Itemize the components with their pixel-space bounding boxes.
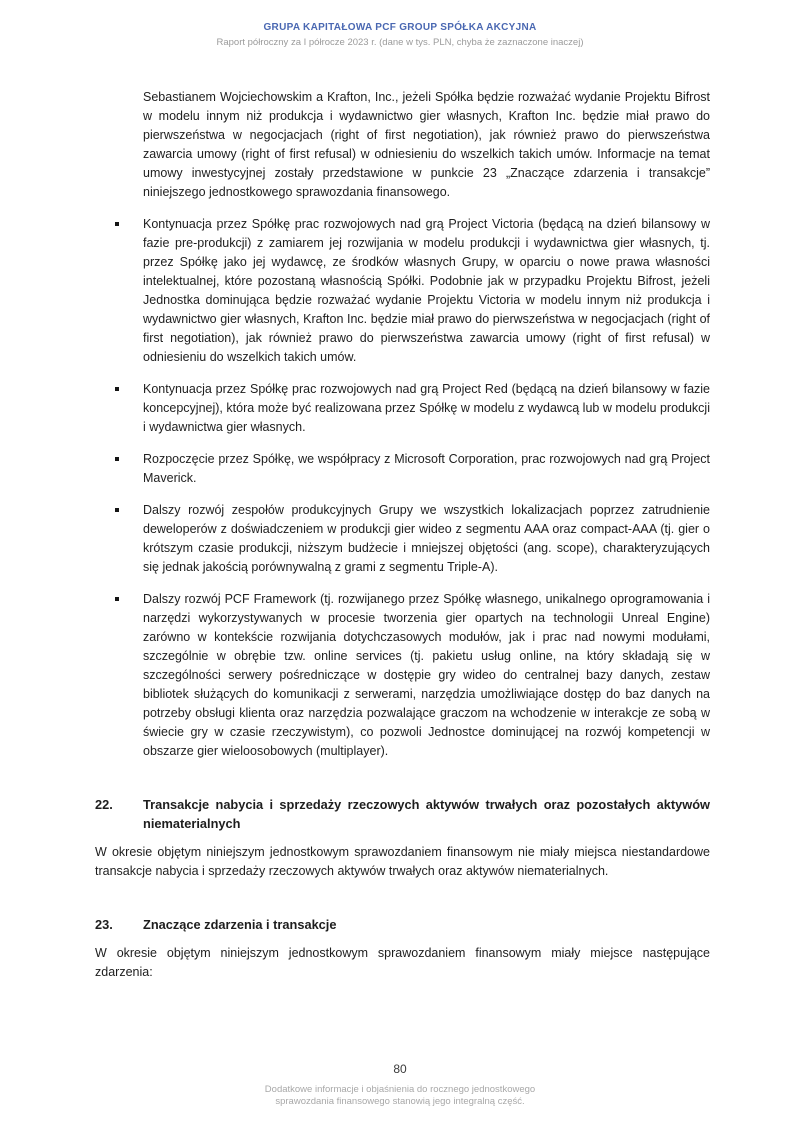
- page-header: [0, 0, 800, 48]
- footer-note-line: sprawozdania finansowego stanowią jego integralną część.: [275, 1095, 525, 1107]
- footer-note: [0, 1084, 800, 1107]
- bullet-square-icon: [115, 597, 119, 601]
- bullet-text: Dalszy rozwój zespołów produkcyjnych Grupy we wszystkich lokalizacjach poprzez zatrudnienie deweloperów z doświadczeniem w produkcji gier wideo z segmentu AAA oraz compact-AAA (tj. gier o krótszym czasie produkcji, niższym budżecie i mniejszej objętości (ang. scope), charakteryzujących się jednak jakością porównywalną z grami z segmentu Triple-A).: [143, 503, 710, 574]
- section-number: 23.: [95, 917, 113, 932]
- page-number: 80: [393, 1062, 407, 1076]
- section-title: Transakcje nabycia i sprzedaży rzeczowych aktywów trwałych oraz pozostałych aktywów niematerialnych: [143, 797, 710, 831]
- bullet-square-icon: [115, 508, 119, 512]
- section-title: Znaczące zdarzenia i transakcje: [143, 917, 337, 932]
- bullet-text: Kontynuacja przez Spółkę prac rozwojowych nad grą Project Red (będącą na dzień bilansowy w fazie koncepcyjnej), która może być realizowana przez Spółkę w modelu z wydawcą lub w modelu produkcji i wydawnictwa gier własnych.: [143, 382, 710, 434]
- section-23: [95, 915, 710, 982]
- section-heading: [95, 915, 710, 934]
- bullet-list: [95, 215, 710, 761]
- bullet-text: Rozpoczęcie przez Spółkę, we współpracy z Microsoft Corporation, prac rozwojowych nad grą Project Maverick.: [143, 452, 710, 485]
- bullet-item: [95, 380, 710, 437]
- page-footer: [0, 1062, 800, 1107]
- bullet-item: [95, 590, 710, 761]
- section-heading: [95, 795, 710, 833]
- section-paragraph: W okresie objętym niniejszym jednostkowym sprawozdaniem finansowym miały miejsce następujące zdarzenia:: [95, 946, 710, 979]
- bullet-text: Kontynuacja przez Spółkę prac rozwojowych nad grą Project Victoria (będącą na dzień bilansowy w fazie pre-produkcji) z zamiarem jej rozwijania w modelu produkcji i wydawnictwa gier własnych, tj. przez Spółkę jako jej wydawcę, ze środków własnych Grupy, w oparciu o nowe prawa własności intelektualnej, które pozostaną własnością Spółki. Podobnie jak w przypadku Projektu Bifrost, jeżeli Jednostka dominująca będzie rozważać wydanie Projektu Victoria w modelu innym niż produkcja i wydawnictwo gier własnych, Krafton Inc. będzie miał prawo do pierwszeństwa w negocjacjach (right of first negotiation), jak również prawo do pierwszeństwa zawarcia umowy (right of first refusal) w odniesieniu do wszelkich takich umów.: [143, 217, 710, 364]
- bullet-square-icon: [115, 222, 119, 226]
- section-paragraph: W okresie objętym niniejszym jednostkowym sprawozdaniem finansowym nie miały miejsca niestandardowe transakcje nabycia i sprzedaży rzeczowych aktywów trwałych oraz aktywów niematerialnych.: [95, 845, 710, 878]
- bullet-item: [95, 215, 710, 367]
- document-content: [95, 88, 710, 982]
- section-22: [95, 795, 710, 881]
- footer-note-line: Dodatkowe informacje i objaśnienia do rocznego jednostkowego: [264, 1084, 536, 1095]
- bullet-square-icon: [115, 387, 119, 391]
- bullet-square-icon: [115, 457, 119, 461]
- report-title: GRUPA KAPITAŁOWA PCF GROUP SPÓŁKA AKCYJNA: [263, 22, 537, 33]
- bullet-item: [95, 450, 710, 488]
- report-subtitle: Raport półroczny za I półrocze 2023 r. (dane w tys. PLN, chyba że zaznaczone inaczej): [216, 37, 584, 48]
- bullet-text: Dalszy rozwój PCF Framework (tj. rozwijanego przez Spółkę własnego, unikalnego oprogramowania i narzędzi wykorzystywanych w procesie tworzenia gier opartych na technologii Unreal Engine) zarówno w kontekście rozwijania dotychczasowych modułów, jak i prac nad nowymi modułami, szczególnie w obrębie tzw. online services (tj. pakietu usług online, na który składają się w szczególności serwery pośredniczące w dostępie gry wideo do centralnej bazy danych, zestaw bibliotek służących do komunikacji z serwerami, narzędzia umożliwiające dostęp do baz danych na potrzeby obsługi klienta oraz narzędzia pozwalające graczom na wchodzenie w interakcje ze sobą w świecie gry w czasie rzeczywistym), co pozwoli Jednostce dominującej na rozwój kompetencji w obszarze gier wieloosobowych (multiplayer).: [143, 592, 710, 758]
- section-number: 22.: [95, 797, 113, 812]
- bullet-item: [95, 501, 710, 577]
- intro-paragraph: Sebastianem Wojciechowskim a Krafton, Inc., jeżeli Spółka będzie rozważać wydanie Projektu Bifrost w modelu innym niż produkcja i wydawnictwo gier własnych, Krafton Inc. będzie miał prawo do pierwszeństwa w negocjacjach (right of first negotiation), jak również prawo do pierwszeństwa zawarcia umowy (right of first refusal) w odniesieniu do wszelkich takich umów. Informacje na temat umowy inwestycyjnej zostały przedstawione w punkcie 23 „Znaczące zdarzenia i transakcje” niniejszego jednostkowego sprawozdania finansowego.: [143, 90, 710, 199]
